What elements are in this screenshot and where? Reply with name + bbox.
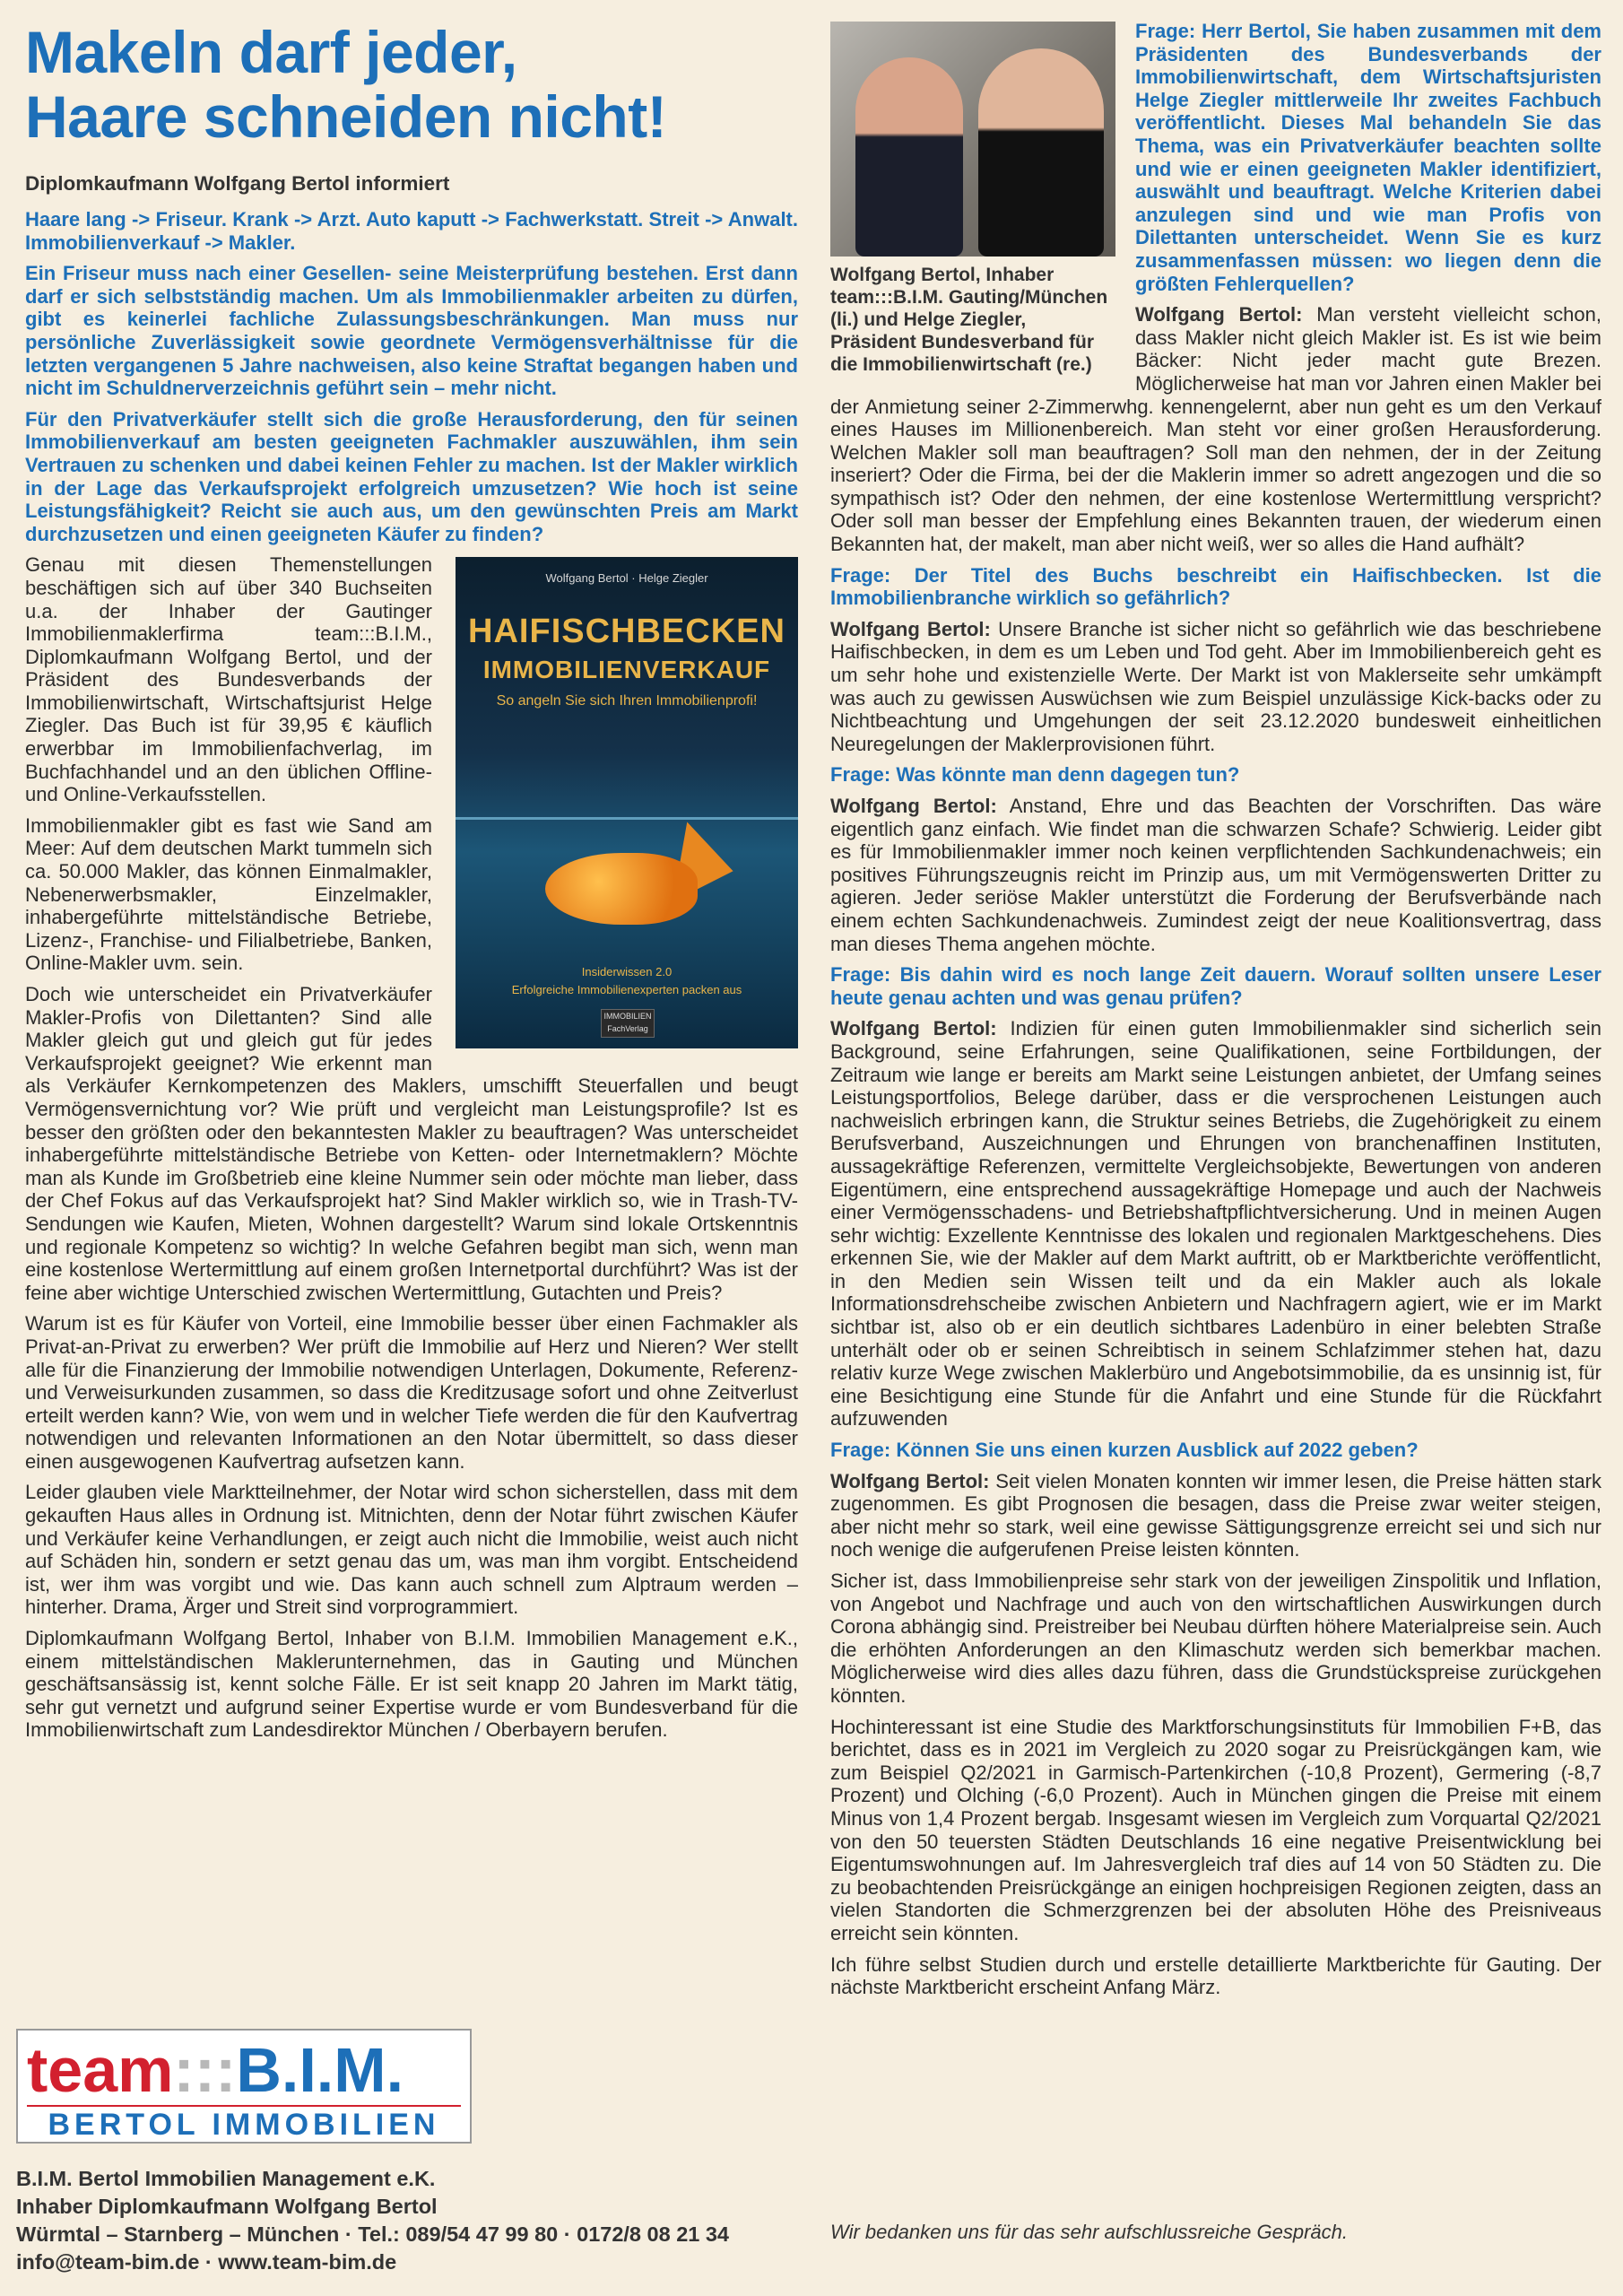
speaker-label: Wolfgang Bertol: (1135, 303, 1303, 326)
body-paragraph: Leider glauben viele Marktteilnehmer, der Notar wird schon sicherstellen, dass mit dem gekauften Haus alles in Ordnung ist. Mitnichten, denn der Notar führt zwischen Käufer und Verkäufer keine Verhandlungen, er zeigt auch nicht die Immobilie, weist auch nicht auf Schäden hin, sondern er setzt genau das um, was man ihm vorgibt. Entscheidend ist, wer ihm was vorgibt und wie. Das kann auch schnell zum Alptraum werden – hinterher. Drama, Ärger und Streit sind vorprogrammiert. (25, 1481, 798, 1619)
contact-line: Inhaber Diplomkaufmann Wolfgang Bertol (16, 2195, 438, 2218)
interview-answer-paragraph: Ich führe selbst Studien durch und erstelle detaillierte Marktberichte für Gauting. Der nächste Marktbericht erscheint Anfang März. (830, 1952, 1601, 1999)
photo-caption: Wolfgang Bertol, Inhaber team:::B.I.M. Gauting/München (li.) und Helge Ziegler, Präsident Bundesverband für die Immobilienwirtschaft (re.) (830, 265, 1108, 375)
intro-paragraph: Haare lang -> Friseur. Krank -> Arzt. Auto kaputt -> Fachwerkstatt. Streit -> Anwalt. Immobilienverkauf -> Makler. (25, 208, 798, 254)
left-column (25, 0, 798, 1750)
body-paragraph: Immobilienmakler gibt es fast wie Sand am Meer: Auf dem deutschen Markt tummeln sich ca. 50.000 Makler, das können Einmalmakler, Nebenerwerbsmakler, Einzelmakler, inhabergeführte mittelständische Betriebe, Lizenz-, Franchise- und Filialbetriebe, Banken, Online-Makler uvm. sein. (25, 813, 432, 975)
book-bottom-line-2: Erfolgreiche Immobilienexperten packen aus (511, 983, 742, 997)
intro-paragraph: Für den Privatverkäufer stellt sich die große Herausforderung, den für seinen Immobilienverkauf am besten geeigneten Fachmakler auszuwählen, ihm sein Vertrauen zu schenken und dabei keinen Fehler zu machen. Ist der Makler wirklich in der Lage das Verkaufsprojekt erfolgreich umzusetzen? Wie hoch ist seine Leistungsfähigkeit? Reicht sie auch aus, um den gewünschten Preis am Markt durchzusetzen und einen geeigneten Käufer zu finden? (25, 407, 798, 545)
subheadline: Diplomkaufmann Wolfgang Bertol informiert (25, 172, 450, 195)
speaker-label: Wolfgang Bertol: (830, 617, 991, 640)
contact-line: info@team-bim.de · www.team-bim.de (16, 2250, 397, 2274)
interview-question: Frage: Bis dahin wird es noch lange Zeit dauern. Worauf sollten unsere Leser heute genau achten und was genau prüfen? (830, 963, 1601, 1009)
right-column (830, 0, 1601, 2007)
interview-question: Frage: Herr Bertol, Sie haben zusammen mit dem Präsidenten des Bundesverbands der Immobilienwirtschaft, dem Wirtschaftsjuristen Helge Ziegler mittlerweile Ihr zweites Fachbuch veröffentlicht. Dieses Mal behandeln Sie das Thema, was ein Privatverkäufer beachten sollte und wie er einen geeigneten Makler identifiziert, auswählt und beauftragt. Welche Kriterien dabei anzulegen sind und wie man Profis von Dilettanten unterscheidet. Wenn Sie es kurz zusammenfassen müssen: wo liegen denn die größten Fehlerquellen? (1135, 20, 1601, 295)
body-paragraph: Diplomkaufmann Wolfgang Bertol, Inhaber von B.I.M. Immobilien Management e.K., einem mittelständischen Maklerunternehmen, das in Gauting und München geschäftsansässig ist, kennt solche Fälle. Er ist seit knapp 20 Jahren im Markt tätig, sehr gut vernetzt und aufgrund seiner Expertise wurde er vom Bundesverband für die Immobilienwirtschaft zum Landesdirektor München / Oberbayern berufen. (25, 1627, 798, 1742)
body-paragraph: Warum ist es für Käufer von Vorteil, eine Immobilie besser über einen Fachmakler als Privat-an-Privat zu erwerben? Wer prüft die Immobilie auf Herz und Nieren? Wer stellt alle für die Finanzierung der Immobilie notwendigen Unterlagen, Dokumente, Referenz- und Verweisurkunden zusammen, so dass die Kreditzusage sofort und ohne Zeitverlust erteilt werden kann? Wie, von wem und in welcher Tiefe werden die für den Kaufvertrag notwendigen und relevanten Informationen an den Notar übermittelt, so dass dieser einen ausgewogenen Kaufvertrag aufsetzen kann. (25, 1312, 798, 1473)
interview-question: Frage: Können Sie uns einen kurzen Ausblick auf 2022 geben? (830, 1439, 1419, 1462)
closing-line: Wir bedanken uns für das sehr aufschlussreiche Gespräch. (830, 2221, 1348, 2243)
interview-answer: Wolfgang Bertol: Man versteht vielleicht schon, dass Makler nicht gleich Makler ist. Es ist wie beim Bäcker: Nicht jeder macht gute Brezen. Möglicherweise hat man vor Jahren einen Makler bei der Anmietung seiner 2-Zimmerwhg. kennengelernt, aber nun geht es um den Verkauf eines Hauses im Millionenbereich. Man steht vor einer großen Herausforderung. Welchen Makler soll man beauftragen? Soll man den nehmen, der in der Zeitung inseriert? Oder die Firma, bei der die Maklerin immer so adrett angezogen und die so sympathisch ist? Oder den nehmen, der eine kostenlose Wertermittlung verspricht? Oder soll man besser der Empfehlung eines Bekannten trauen, der wiederum einen Bekannten hat, der makelt, man aber nicht weiß, wer so alles die Hand aufhält? (830, 303, 1601, 556)
interview-question: Frage: Der Titel des Buchs beschreibt ein Haifischbecken. Ist die Immobilienbranche wirklich so gefährlich? (830, 563, 1601, 610)
book-title-2: IMMOBILIENVERKAUF (482, 656, 771, 684)
interview-answer: Wolfgang Bertol: Anstand, Ehre und das Beachten der Vorschriften. Das wäre eigentlich ganz einfach. Wie findet man die schwarzen Schafe? Schwierig. Leider gibt es für Immobilienmakler immer noch keinen verpflichtenden Sachkundenachweis; ein positives Führungszeugnis reicht im Prinzip aus, um mit Vermögenswerten Dritter zu agieren. Jeder seriöse Makler unterstützt die Forderung der Berufsverbände nach einem echten Sachkundenachweis. Zumindest zeigt der neue Koalitionsvertrag, dass man dieses Thema angehen möchte. (830, 795, 1601, 955)
book-title-1: HAIFISCHBECKEN (468, 613, 785, 651)
contact-line: Würmtal – Starnberg – München · Tel.: 089/54 47 99 80 · 0172/8 08 21 34 (16, 2222, 730, 2246)
book-authors: Wolfgang Bertol · Helge Ziegler (545, 571, 708, 586)
interview-answer: Wolfgang Bertol: Indizien für einen guten Immobilienmakler sind sicherlich sein Background, seine Erfahrungen, seine Qualifikationen, seine Fortbildungen, der Zeitraum wie lange er bereits am Markt seine Leistungen anbietet, der Umfang seines Leistungsportfolios, Belege darüber, dass er die versprochenen Leistungen auch nachweislich erbringen kann, die Struktur seines Betriebs, die Zugehörigkeit zu einem Berufsverband, Auszeichnungen und Ehrungen von branchenaffinen Instituten, aussagekräftige Referenzen, vermittelte Vergleichsobjekte, Bewertungen von anderen Eigentümern, eine entsprechend aussagekräftige Homepage und auch der Nachweis einer Vermögensschadens- und Betriebshaftpflichtversicherung. Und in meinen Augen sehr wichtig: Exzellente Kenntnisse des lokalen und regionalen Marktgeschehens. Dies erkennen Sie, wie der Makler auf dem Markt auftritt, ob er Marktberichte veröffentlicht, in den Medien sein Wissen teilt und da ein Makler auch als lokale Informationsdrehscheibe zwischen Anbietern und Nachfragern agiert, wie er im Markt sichtbar ist, also ob er ein deutlich sichtbares Ladenbüro in einer belebten Straße unterhält oder ob er seinen Schreibtisch in seinem Schlafzimmer stehen hat, dazu relativ kurze Wege zwischen Maklerbüro und Angebotsimmobilie, da es unsinnig ist, für eine Besichtigung eine Stunde für die Anfahrt und eine Stunde für die Rückfahrt aufzuwenden (830, 1017, 1602, 1431)
book-water-line (456, 817, 798, 820)
logo-subtitle: BERTOL IMMOBILIEN (48, 2108, 440, 2142)
speaker-label: Wolfgang Bertol: (830, 795, 997, 817)
goldfish-icon (545, 853, 698, 925)
logo-team-text: team (27, 2035, 174, 2105)
body-paragraph: Doch wie unterscheidet ein Privatverkäufer Makler-Profis von Dilettanten? Sind alle Makler gleich gut und gleich gut für jedes Verkaufsprojekt geeignet? Wie erkennt man als Verkäufer Kernkompetenzen des Maklers, umschifft Steuerfallen und beugt Vermögensvernichtung vor? Wie prüft und vergleicht man Leistungsprofile? Ist es besser den größten oder den bekanntesten Makler zu beauftragen? Was unterscheidet inhabergeführte mittelständische Betriebe von Ketten- oder Internetmaklern? Möchte man als Kunde im Großbetrieb eine kleine Nummer sein oder möchte man lieber, dass der Chef Fokus auf das Verkaufsprojekt hat? Sind Makler wirklich so, wie in Trash-TV-Sendungen wie Kaufen, Mieten, Wohnen dargestellt? Warum sind lokale Ortskenntnis und regionale Kompetenz so wichtig? In welche Gefahren begibt man sich, wenn man eine kostenlose Wertermittlung auf einem großen Internetportal durchführt? Was ist der feine aber wichtige Unterschied zwischen Wertermittlung, Gutachten und Preis? (25, 983, 798, 1304)
person-right (978, 48, 1104, 257)
contact-line: B.I.M. Bertol Immobilien Management e.K. (16, 2167, 436, 2190)
body-paragraph: Genau mit diesen Themenstellungen beschäftigen sich auf über 340 Buchseiten u.a. der Inhaber der Gautinger Immobilienmaklerfirma team:::B.I.M., Diplomkaufmann Wolfgang Bertol, und der Präsident des Bundesverbands der Immobilienwirtschaft, Wirtschaftsjurist Helge Ziegler. Das Buch ist für 39,95 € käuflich erwerbbar im Immobilienfachverlag, im Buchfachhandel und an den üblichen Offline- und Online-Verkaufsstellen. (25, 553, 432, 806)
person-left (855, 57, 963, 257)
company-logo (16, 2029, 472, 2144)
logo-bim-text: B.I.M. (236, 2035, 404, 2105)
interview-answer: Wolfgang Bertol: Seit vielen Monaten konnten wir immer lesen, die Preise hätten stark zugenommen. Es gibt Prognosen die besagen, dass die Preise zwar weiter steigen, aber nicht mehr so stark, weil eine gewisse Sättigungsgrenze erreicht sei und sich nur noch wenige die aufgerufenen Preise leisten könnten. (830, 1469, 1601, 1561)
publisher-logo: IMMOBILIEN FachVerlag (601, 1009, 655, 1038)
intro-paragraph: Ein Friseur muss nach einer Gesellen- seine Meisterprüfung bestehen. Erst dann darf er sich selbstständig machen. Um als Immobilienmakler arbeiten zu dürfen, gibt es keinerlei fachliche Zulassungsbeschränkungen. Man muss nur persönliche Zuverlässigkeit sowie geordnete Vermögensverhältnisse für die letzten vergangenen 5 Jahre nachweisen, also keine Straftat begangen haben und nicht im Schuldnerverzeichnis geführt sein – mehr nicht. (25, 262, 798, 400)
book-tagline: So angeln Sie sich Ihren Immobilienprofi! (496, 693, 758, 709)
book-bottom-line-1: Insiderwissen 2.0 (581, 965, 673, 979)
contact-block (16, 2165, 805, 2276)
headline: Makeln darf jeder, Haare schneiden nicht! (25, 19, 667, 150)
interview-answer: Wolfgang Bertol: Unsere Branche ist sicher nicht so gefährlich wie das beschriebene Haifischbecken, in dem es um Leben und Tod geht. Aber im Immobilienbereich geht es um sehr hohe und existenzielle Werte. Der Markt ist von Maklerseite sehr umkämpft was auch zu gewissen Auswüchsen wie zum Beispiel unzulässige Kick-backs oder zu Nichtbeachtung und Umgehungen der seit 23.12.2020 bundesweit einheitlichen Neuregelungen der Maklerprovisionen führt. (830, 617, 1601, 755)
interview-answer-paragraph: Hochinteressant ist eine Studie des Marktforschungsinstituts für Immobilien F+B, das berichtet, dass es in 2021 im Vergleich zu 2020 sogar zu Preisrückgängen kam, wie zum Beispiel Q2/2021 in Garmisch-Partenkirchen (-10,8 Prozent), Germering (-8,7 Prozent) und Olching (-6,0 Prozent). Auch in München gingen die Preise mit einem Minus von 1,4 Prozent bergab. Insgesamt wiesen im Vergleich zum Vorquartal Q2/2021 von den 50 teuersten Städten Deutschlands 16 eine negative Preisentwicklung bei Eigentumswohnungen auf. Im Jahresvergleich traf dies auf 14 von 50 Städten zu. Die zu beobachtenden Preisrückgänge an einigen hochpreisigen Regionen zeigten, dass an vielen Standorten die Schmerzgrenzen bei der absoluten Höhe des Preisniveaus erreicht sein könnten. (830, 1715, 1601, 1944)
speaker-label: Wolfgang Bertol: (830, 1469, 990, 1492)
interview-question: Frage: Was könnte man denn dagegen tun? (830, 763, 1240, 787)
speaker-label: Wolfgang Bertol: (830, 1017, 997, 1040)
portrait-photo (830, 22, 1115, 257)
logo-divider (27, 2105, 461, 2107)
logo-dots: ::: (173, 2035, 237, 2105)
interview-answer-paragraph: Sicher ist, dass Immobilienpreise sehr stark von der jeweiligen Zinspolitik und Inflation, von Angebot und Nachfrage und auch von den wirtschaftlichen Auswirkungen durch Corona abhängig sind. Preistreiber bei Neubau dürften höhere Materialpreise sein. Auch die erhöhten Anforderungen an den Klimaschutz werden sich bemerkbar machen. Möglicherweise wird dies alles dazu führen, dass die Grundstückspreise zurückgehen könnten. (830, 1570, 1601, 1707)
book-cover-image (456, 557, 798, 1048)
